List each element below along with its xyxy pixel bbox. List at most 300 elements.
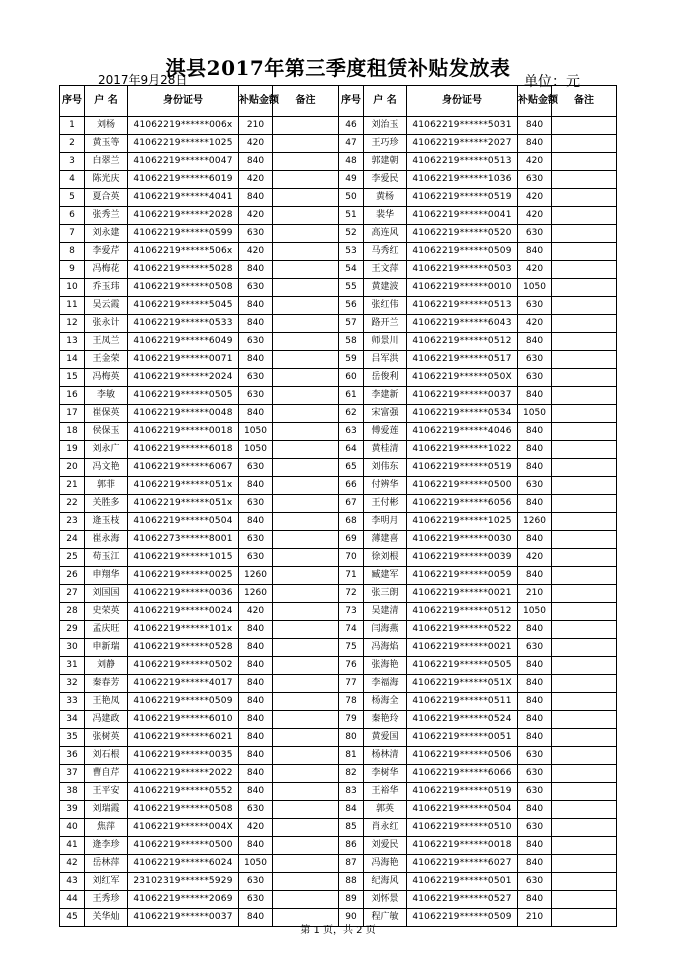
cell-remark [552,711,617,729]
cell-remark [273,477,339,495]
cell-name: 孟庆旺 [85,621,128,639]
cell-amount: 840 [518,387,552,405]
table-row [60,675,617,693]
cell-remark [552,171,617,189]
cell-id: 41062219******0552 [128,783,239,801]
cell-amount: 840 [518,531,552,549]
table-row [60,837,617,855]
cell-remark [273,297,339,315]
cell-amount: 1260 [239,585,273,603]
cell-name: 纪海风 [364,873,407,891]
cell-id: 41062219******0018 [128,423,239,441]
cell-remark [273,765,339,783]
cell-remark [273,693,339,711]
table-row [60,459,617,477]
cell-seq: 28 [60,603,85,621]
table-row [60,747,617,765]
cell-seq: 42 [60,855,85,873]
cell-remark [552,297,617,315]
cell-name: 刘瑞霞 [85,801,128,819]
cell-seq: 77 [339,675,364,693]
cell-name: 张永计 [85,315,128,333]
cell-id: 41062219******6066 [407,765,518,783]
cell-seq: 25 [60,549,85,567]
cell-id: 41062219******0505 [128,387,239,405]
cell-id: 41062219******0519 [407,189,518,207]
cell-amount: 420 [518,153,552,171]
cell-amount: 630 [518,639,552,657]
cell-id: 41062219******0528 [128,639,239,657]
table-row [60,387,617,405]
cell-name: 王巧珍 [364,135,407,153]
cell-remark [273,171,339,189]
cell-seq: 58 [339,333,364,351]
cell-seq: 21 [60,477,85,495]
cell-seq: 86 [339,837,364,855]
cell-remark [273,351,339,369]
cell-seq: 83 [339,783,364,801]
cell-remark [552,135,617,153]
cell-seq: 18 [60,423,85,441]
table-row [60,369,617,387]
cell-seq: 4 [60,171,85,189]
cell-amount: 840 [239,189,273,207]
cell-name: 张海艳 [364,657,407,675]
cell-id: 41062219******2069 [128,891,239,909]
cell-amount: 840 [239,261,273,279]
cell-name: 高连风 [364,225,407,243]
cell-remark [552,423,617,441]
cell-name: 王平安 [85,783,128,801]
table-row [60,405,617,423]
cell-seq: 76 [339,657,364,675]
cell-name: 秦艳玲 [364,711,407,729]
cell-name: 焦萍 [85,819,128,837]
cell-id: 41062219******6067 [128,459,239,477]
cell-id: 41062219******0519 [407,783,518,801]
header-name: 户 名 [364,86,407,117]
table-row [60,693,617,711]
cell-remark [552,387,617,405]
cell-remark [552,441,617,459]
cell-remark [273,891,339,909]
cell-name: 黄建波 [364,279,407,297]
cell-seq: 19 [60,441,85,459]
table-row [60,639,617,657]
cell-id: 41062219******6056 [407,495,518,513]
cell-remark [273,801,339,819]
cell-name: 王凤兰 [85,333,128,351]
cell-amount: 1050 [518,603,552,621]
header-amount: 补贴金额 [239,86,273,117]
cell-name: 秦春芳 [85,675,128,693]
cell-name: 陈光庆 [85,171,128,189]
cell-remark [552,783,617,801]
cell-amount: 630 [239,531,273,549]
cell-remark [273,639,339,657]
cell-name: 郭英 [364,801,407,819]
cell-id: 41062219******6019 [128,171,239,189]
cell-amount: 420 [239,243,273,261]
cell-amount: 840 [518,855,552,873]
cell-amount: 840 [518,693,552,711]
cell-name: 曹自芹 [85,765,128,783]
cell-amount: 840 [518,135,552,153]
cell-remark [273,135,339,153]
cell-amount: 1260 [518,513,552,531]
cell-id: 41062219******0059 [407,567,518,585]
cell-amount: 840 [518,711,552,729]
cell-name: 程广敏 [364,909,407,927]
cell-id: 41062219******0500 [407,477,518,495]
cell-seq: 54 [339,261,364,279]
table-row [60,855,617,873]
cell-seq: 15 [60,369,85,387]
cell-remark [273,441,339,459]
cell-seq: 50 [339,189,364,207]
table-row [60,279,617,297]
cell-remark [273,675,339,693]
cell-id: 41062219******0508 [128,801,239,819]
cell-amount: 840 [518,675,552,693]
cell-remark [552,855,617,873]
cell-remark [273,495,339,513]
cell-name: 白翠兰 [85,153,128,171]
cell-id: 41062219******2022 [128,765,239,783]
cell-remark [552,459,617,477]
cell-seq: 62 [339,405,364,423]
table-row [60,783,617,801]
cell-remark [552,747,617,765]
cell-seq: 52 [339,225,364,243]
cell-amount: 840 [239,513,273,531]
cell-seq: 90 [339,909,364,927]
table-row [60,603,617,621]
table-row [60,117,617,135]
cell-name: 刘永建 [85,225,128,243]
cell-remark [552,873,617,891]
cell-id: 41062219******0504 [128,513,239,531]
cell-seq: 64 [339,441,364,459]
cell-remark [552,369,617,387]
cell-remark [552,567,617,585]
table-row [60,657,617,675]
cell-remark [273,405,339,423]
table-row [60,261,617,279]
cell-id: 41062219******0502 [128,657,239,675]
cell-seq: 9 [60,261,85,279]
cell-seq: 65 [339,459,364,477]
table-row [60,765,617,783]
cell-name: 黄杨 [364,189,407,207]
cell-seq: 63 [339,423,364,441]
cell-name: 郭菲 [85,477,128,495]
cell-id: 41062219******051X [407,675,518,693]
cell-name: 黄玉等 [85,135,128,153]
cell-id: 41062219******4017 [128,675,239,693]
cell-remark [552,621,617,639]
table-row [60,891,617,909]
cell-name: 王裕华 [364,783,407,801]
cell-id: 41062219******0041 [407,207,518,225]
cell-amount: 420 [518,207,552,225]
page-title: 淇县2017年第三季度租赁补贴发放表 [165,56,511,80]
cell-id: 41062219******0524 [407,711,518,729]
cell-name: 李树华 [364,765,407,783]
cell-remark [552,603,617,621]
cell-remark [273,585,339,603]
cell-id: 41062219******2028 [128,207,239,225]
cell-remark [273,117,339,135]
cell-amount: 840 [518,423,552,441]
cell-amount: 630 [239,225,273,243]
cell-seq: 74 [339,621,364,639]
cell-remark [552,675,617,693]
cell-name: 刘红军 [85,873,128,891]
cell-name: 李明月 [364,513,407,531]
cell-amount: 630 [239,459,273,477]
cell-remark [552,225,617,243]
header-remark: 备注 [552,86,617,117]
cell-name: 逄李珍 [85,837,128,855]
cell-amount: 1050 [518,279,552,297]
cell-amount: 420 [518,189,552,207]
cell-name: 李福海 [364,675,407,693]
cell-id: 41062219******0520 [407,225,518,243]
cell-seq: 32 [60,675,85,693]
cell-amount: 840 [239,747,273,765]
cell-seq: 46 [339,117,364,135]
cell-id: 41062219******0509 [128,693,239,711]
cell-amount: 840 [239,297,273,315]
cell-name: 史荣英 [85,603,128,621]
cell-amount: 840 [518,243,552,261]
table-row [60,189,617,207]
cell-name: 崔永海 [85,531,128,549]
cell-seq: 85 [339,819,364,837]
cell-seq: 53 [339,243,364,261]
cell-id: 41062219******0018 [407,837,518,855]
cell-name: 宋富强 [364,405,407,423]
cell-seq: 84 [339,801,364,819]
cell-amount: 840 [239,765,273,783]
cell-seq: 71 [339,567,364,585]
cell-seq: 35 [60,729,85,747]
cell-remark [552,477,617,495]
cell-amount: 630 [518,225,552,243]
cell-name: 刘伟东 [364,459,407,477]
subsidy-table [59,85,617,927]
cell-amount: 840 [239,405,273,423]
cell-seq: 34 [60,711,85,729]
cell-remark [273,621,339,639]
cell-name: 张三朗 [364,585,407,603]
table-row [60,567,617,585]
cell-id: 41062219******6043 [407,315,518,333]
cell-name: 闫海燕 [364,621,407,639]
cell-id: 41062219******0500 [128,837,239,855]
cell-amount: 840 [239,351,273,369]
cell-amount: 420 [518,261,552,279]
cell-id: 41062219******051x [128,495,239,513]
cell-seq: 5 [60,189,85,207]
cell-id: 41062219******0039 [407,549,518,567]
cell-amount: 420 [518,549,552,567]
table-row [60,513,617,531]
cell-name: 王文萍 [364,261,407,279]
cell-seq: 39 [60,801,85,819]
cell-name: 郭建朝 [364,153,407,171]
table-body [60,117,617,927]
cell-remark [552,513,617,531]
cell-name: 岳俊利 [364,369,407,387]
cell-seq: 30 [60,639,85,657]
cell-seq: 72 [339,585,364,603]
cell-seq: 55 [339,279,364,297]
table-row [60,225,617,243]
table-row [60,621,617,639]
cell-name: 肖永红 [364,819,407,837]
cell-amount: 210 [239,117,273,135]
table-row [60,585,617,603]
cell-amount: 840 [518,801,552,819]
cell-amount: 840 [239,711,273,729]
cell-remark [273,873,339,891]
header-id: 身份证号 [128,86,239,117]
cell-amount: 840 [518,333,552,351]
cell-id: 41062219******4046 [407,423,518,441]
cell-seq: 31 [60,657,85,675]
cell-amount: 630 [518,351,552,369]
table-row [60,243,617,261]
cell-id: 41062219******0024 [128,603,239,621]
cell-id: 41062219******0527 [407,891,518,909]
cell-name: 裴华 [364,207,407,225]
header-name: 户 名 [85,86,128,117]
cell-amount: 630 [518,369,552,387]
cell-seq: 43 [60,873,85,891]
cell-seq: 49 [339,171,364,189]
report-date: 2017年9月28日 [98,73,188,87]
cell-amount: 420 [239,207,273,225]
cell-seq: 16 [60,387,85,405]
cell-remark [273,261,339,279]
cell-id: 41062219******0517 [407,351,518,369]
cell-name: 刘石根 [85,747,128,765]
cell-remark [552,351,617,369]
cell-remark [552,837,617,855]
cell-name: 刘静 [85,657,128,675]
cell-seq: 24 [60,531,85,549]
cell-remark [273,837,339,855]
cell-name: 冯文艳 [85,459,128,477]
cell-seq: 20 [60,459,85,477]
cell-name: 黄爱国 [364,729,407,747]
cell-amount: 840 [239,639,273,657]
cell-remark [552,729,617,747]
cell-seq: 79 [339,711,364,729]
cell-seq: 67 [339,495,364,513]
cell-id: 41062219******0047 [128,153,239,171]
cell-amount: 630 [239,387,273,405]
table-row [60,531,617,549]
cell-id: 41062219******6018 [128,441,239,459]
table-row [60,495,617,513]
cell-id: 41062219******0509 [407,243,518,261]
cell-name: 薄建喜 [364,531,407,549]
cell-seq: 6 [60,207,85,225]
cell-name: 岳林萍 [85,855,128,873]
cell-seq: 26 [60,567,85,585]
cell-remark [552,189,617,207]
cell-id: 41062219******0010 [407,279,518,297]
table-row [60,207,617,225]
header-id: 身份证号 [407,86,518,117]
cell-id: 41062219******0051 [407,729,518,747]
cell-seq: 51 [339,207,364,225]
cell-remark [273,423,339,441]
cell-name: 刘治玉 [364,117,407,135]
cell-name: 刘永广 [85,441,128,459]
cell-remark [273,315,339,333]
cell-remark [273,459,339,477]
cell-id: 41062219******0512 [407,603,518,621]
cell-seq: 44 [60,891,85,909]
cell-seq: 56 [339,297,364,315]
cell-seq: 78 [339,693,364,711]
cell-id: 41062219******051x [128,477,239,495]
cell-name: 付辨华 [364,477,407,495]
cell-name: 刘怀景 [364,891,407,909]
cell-seq: 70 [339,549,364,567]
cell-id: 41062219******0534 [407,405,518,423]
cell-name: 傅爱莲 [364,423,407,441]
cell-name: 李爱芹 [85,243,128,261]
cell-remark [552,117,617,135]
cell-id: 23102319******5929 [128,873,239,891]
cell-name: 刘国国 [85,585,128,603]
cell-amount: 840 [239,675,273,693]
cell-seq: 89 [339,891,364,909]
cell-amount: 840 [239,783,273,801]
page-footer: 第 1 页，共 2 页 [300,925,376,936]
cell-seq: 17 [60,405,85,423]
cell-amount: 210 [518,585,552,603]
cell-seq: 60 [339,369,364,387]
cell-id: 41062219******101x [128,621,239,639]
cell-seq: 45 [60,909,85,927]
cell-remark [273,855,339,873]
cell-name: 杨海全 [364,693,407,711]
cell-name: 张红伟 [364,297,407,315]
cell-remark [273,783,339,801]
cell-id: 41062219******2024 [128,369,239,387]
table-row [60,153,617,171]
cell-remark [552,531,617,549]
cell-remark [273,747,339,765]
cell-id: 41062219******5031 [407,117,518,135]
cell-seq: 47 [339,135,364,153]
cell-id: 41062219******0036 [128,585,239,603]
cell-id: 41062219******0599 [128,225,239,243]
table-row [60,711,617,729]
cell-remark [552,261,617,279]
cell-remark [273,819,339,837]
cell-amount: 210 [518,909,552,927]
cell-remark [552,315,617,333]
cell-remark [273,549,339,567]
cell-amount: 420 [239,603,273,621]
